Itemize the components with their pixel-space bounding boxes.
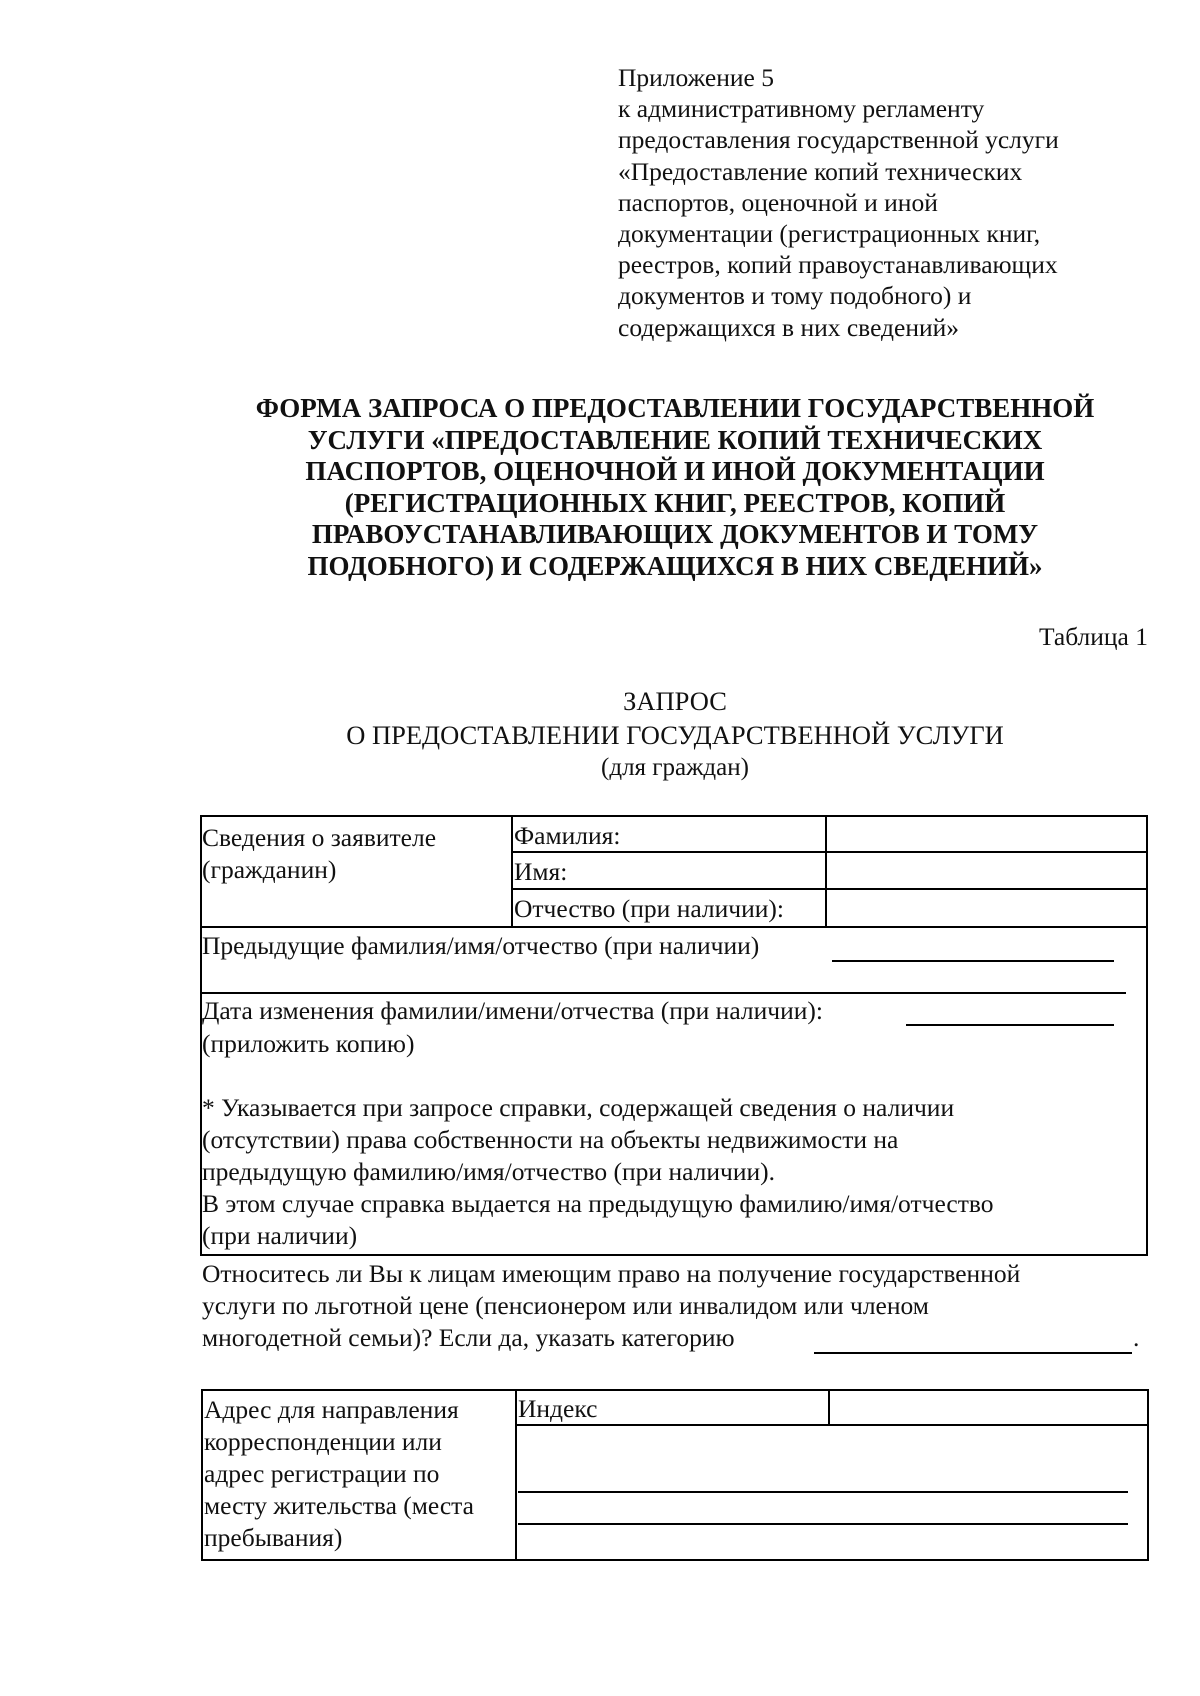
name-field[interactable] [827, 853, 1145, 888]
address-label-line: адрес регистрации по [204, 1459, 440, 1488]
previous-names-label: Предыдущие фамилия/имя/отчество (при наличии) [202, 931, 760, 960]
address-blank-line[interactable] [518, 1491, 1128, 1493]
annex-line: Приложение 5 [618, 63, 774, 92]
name-change-date-label: Дата изменения фамилии/имени/отчества (при наличии): [202, 996, 823, 1025]
address-label-line: месту жительства (места [204, 1491, 474, 1520]
privilege-question-line: услуги по льготной цене (пенсионером или инвалидом или членом [202, 1291, 929, 1320]
request-heading-line1: ЗАПРОС [623, 686, 727, 716]
attach-copy-note: (приложить копию) [202, 1029, 415, 1058]
address-blank-line[interactable] [518, 1523, 1128, 1525]
form-title-line: ФОРМА ЗАПРОСА О ПРЕДОСТАВЛЕНИИ ГОСУДАРСТВЕННОЙ [255, 393, 1095, 423]
annex-line: документации (регистрационных книг, [618, 219, 1041, 249]
privilege-question-line: многодетной семьи)? Если да, указать категорию [202, 1323, 735, 1352]
address-col-divider [515, 1389, 517, 1561]
table-label: Таблица 1 [1038, 622, 1148, 651]
index-label: Индекс [518, 1394, 598, 1423]
index-row-divider [515, 1424, 1149, 1426]
annex-line: документов и тому подобного) и [618, 281, 972, 311]
form-title-line: ПАСПОРТОВ, ОЦЕНОЧНОЙ И ИНОЙ ДОКУМЕНТАЦИИ [305, 456, 1045, 486]
annex-line: к административному регламенту [618, 94, 985, 124]
patronymic-label: Отчество (при наличии): [514, 894, 784, 923]
annex-line: паспортов, оценочной и иной [618, 187, 938, 217]
address-border-left [201, 1389, 203, 1561]
surname-label: Фамилия: [514, 821, 621, 850]
previous-names-blank[interactable] [832, 960, 1114, 962]
footnote-line: * Указывается при запросе справки, содержащей сведения о наличии [202, 1093, 955, 1122]
address-border-bottom [201, 1559, 1149, 1561]
patronymic-field[interactable] [827, 890, 1145, 926]
privilege-period: . [1133, 1323, 1140, 1352]
footnote-line: В этом случае справка выдается на предыдущую фамилию/имя/отчество [202, 1189, 994, 1218]
row-divider [200, 1254, 1148, 1256]
row-divider [200, 926, 1148, 928]
address-label-line: корреспонденции или [204, 1427, 442, 1456]
request-heading-line2: О ПРЕДОСТАВЛЕНИИ ГОСУДАРСТВЕННОЙ УСЛУГИ [346, 720, 1004, 750]
form-title-line: (РЕГИСТРАЦИОННЫХ КНИГ, РЕЕСТРОВ, КОПИЙ [344, 487, 1006, 518]
table-border-right [1146, 815, 1148, 1256]
applicant-label-sub: (гражданин) [202, 855, 337, 884]
privilege-category-blank[interactable] [814, 1352, 1132, 1354]
annex-line: предоставления государственной услуги [618, 125, 1059, 155]
annex-line: реестров, копий правоустанавливающих [618, 250, 1058, 280]
applicant-label: Сведения о заявителе [202, 823, 437, 852]
surname-field[interactable] [827, 817, 1145, 851]
form-title-line: ПОДОБНОГО) И СОДЕРЖАЩИХСЯ В НИХ СВЕДЕНИЙ» [307, 550, 1043, 581]
name-change-date-blank[interactable] [906, 1024, 1114, 1026]
footnote-line: (отсутствии) права собственности на объекты недвижимости на [202, 1125, 899, 1154]
privilege-question-line: Относитесь ли Вы к лицам имеющим право на получение государственной [202, 1259, 1021, 1288]
address-label-line: пребывания) [204, 1523, 343, 1552]
footnote-line: предыдущую фамилию/имя/отчество (при наличии). [202, 1157, 775, 1186]
form-title-line: УСЛУГИ «ПРЕДОСТАВЛЕНИЕ КОПИЙ ТЕХНИЧЕСКИХ [307, 424, 1043, 455]
request-heading [150, 684, 1200, 784]
annex-header [618, 62, 1178, 343]
address-label-line: Адрес для направления [204, 1395, 459, 1424]
index-field[interactable] [830, 1391, 1146, 1424]
previous-names-blank-2[interactable] [202, 992, 1126, 994]
form-title-line: ПРАВОУСТАНАВЛИВАЮЩИХ ДОКУМЕНТОВ И ТОМУ [311, 519, 1039, 549]
annex-line: «Предоставление копий технических [618, 156, 1023, 186]
request-heading-line3: (для граждан) [601, 754, 749, 781]
form-title [150, 393, 1200, 582]
address-border-right [1147, 1389, 1149, 1561]
name-label: Имя: [514, 857, 568, 886]
annex-line: содержащихся в них сведений» [618, 312, 960, 342]
applicant-col-divider [511, 815, 513, 928]
footnote-line: (при наличии) [202, 1221, 358, 1250]
